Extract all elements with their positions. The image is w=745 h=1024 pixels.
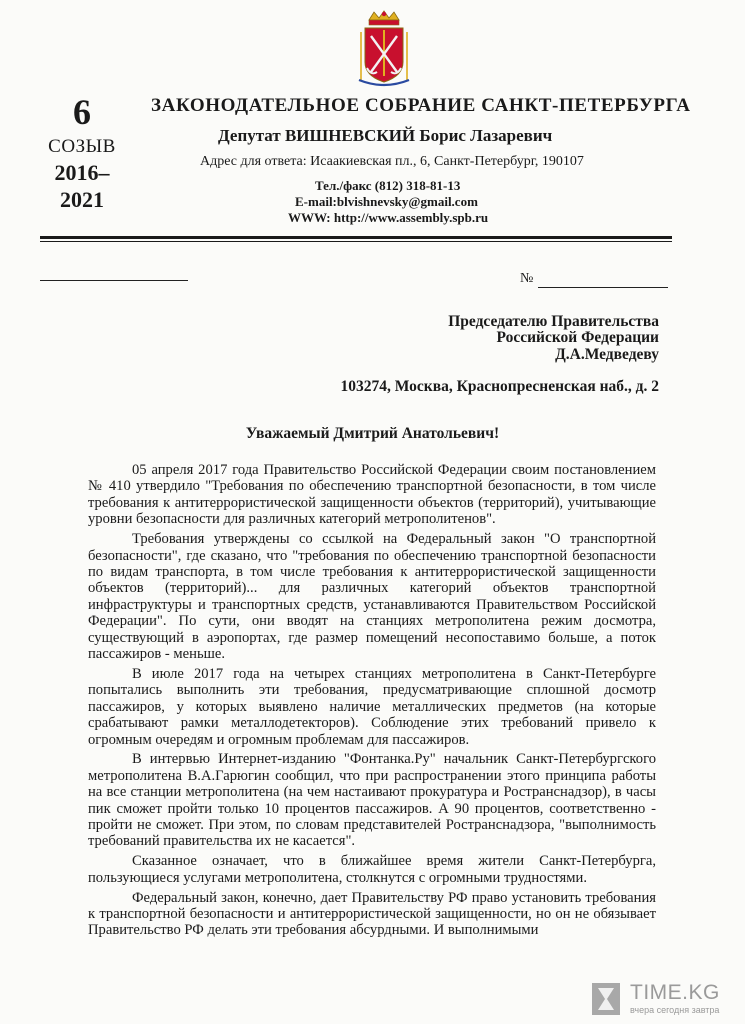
convocation-years-end: 2021 [60,187,104,212]
body-paragraph: Сказанное означает, что в ближайшее время жители Санкт-Петербурга, пользующиеся услугами метрополитена, столкнутся с огромными трудностями. [88,853,656,886]
body-paragraph: 05 апреля 2017 года Правительство Российской Федерации своим постановлением № 410 утвердило "Требования по обеспечению транспортной безопасности, в том числе требования к антитеррористической защищенности объектов (территорий), учитывающие уровни безопасности для различных категорий метрополитенов". [88,462,656,528]
addressee-organization: Российской Федерации [496,329,659,346]
body-paragraph: Требования утверждены со ссылкой на Федеральный закон "О транспортной безопасности", где сказано, что "требования по обеспечению транспортной безопасности по видам транспорта, в том числе требования к антитеррористической защищенности объектов (территорий)... для различных категорий объектов транспортной инфраструктуры и транспортных средств, устанавливаются Правительством Российской Федерации". По сути, они вводят на станциях метрополитена режим досмотра, существующий в аэропортах, где размер помещений несопоставимо больше, а поток пассажиров - меньше. [88,531,656,662]
addressee-title: Председателю Правительства [448,313,659,330]
watermark-tagline: вчера сегодня завтра [630,1005,720,1015]
body-paragraph: Федеральный закон, конечно, дает Правительству РФ право установить требования к транспортной безопасности и антитеррористической защищенности, но он не обязывает Правительство РФ делать эти требования абсурдными. И выполнимыми [88,889,656,939]
website: WWW: http://www.assembly.spb.ru [288,210,489,225]
body-paragraph: В июле 2017 года на четырех станциях метрополитена в Санкт-Петербурге попытались выполнить эти требования, предусматривающие сплошной досмотр пассажиров, у которых выявлено наличие металлических предметов (на которые срабатывают рамки металлодетекторов). Соблюдение этих требований привело к огромным очередям и огромным проблемам для пассажиров. [88,665,656,748]
addressee-name: Д.А.Медведеву [555,346,659,363]
reply-address: Адрес для ответа: Исаакиевская пл., 6, Санкт-Петербург, 190107 [200,154,584,169]
date-field-line [40,280,188,281]
organization-name: ЗАКОНОДАТЕЛЬНОЕ СОБРАНИЕ САНКТ-ПЕТЕРБУРГА [151,95,691,116]
letterhead-divider-thin [40,241,672,242]
document-number-line [538,287,668,288]
email-address: E-mail:blvishnevsky@gmail.com [295,194,478,209]
phone-fax: Тел./факс (812) 318-81-13 [315,178,461,193]
watermark-brand: TIME.KG [630,981,720,1004]
salutation: Уважаемый Дмитрий Анатольевич! [245,425,500,442]
recipient-address: 103274, Москва, Краснопресненская наб., д. 2 [340,378,659,395]
body-paragraph: В интервью Интернет-изданию "Фонтанка.Ру" начальник Санкт-Петербургского метрополитена В.А.Гарюгин сообщил, что при распространении этого принципа работы на все станции метрополитена (на чем настаивают прокуратура и Ространснадзор), в часы пик сможет пройти только 10 процентов пассажиров. А 90 процентов, соответственно - пройти не сможет. При этом, по словам представителей Ространснадзора, "выполнимость требований правительства их не касается". [88,751,656,850]
deputy-name: Депутат ВИШНЕВСКИЙ Борис Лазаревич [218,126,553,145]
convocation-years-start: 2016– [54,160,110,185]
convocation-label: СОЗЫВ [48,136,116,157]
coat-of-arms-icon [357,10,411,88]
convocation-number: 6 [73,92,91,132]
document-number-label: № [520,271,534,286]
letter-body [88,462,656,942]
hourglass-logo-icon [592,983,620,1015]
letterhead-divider [40,236,672,239]
